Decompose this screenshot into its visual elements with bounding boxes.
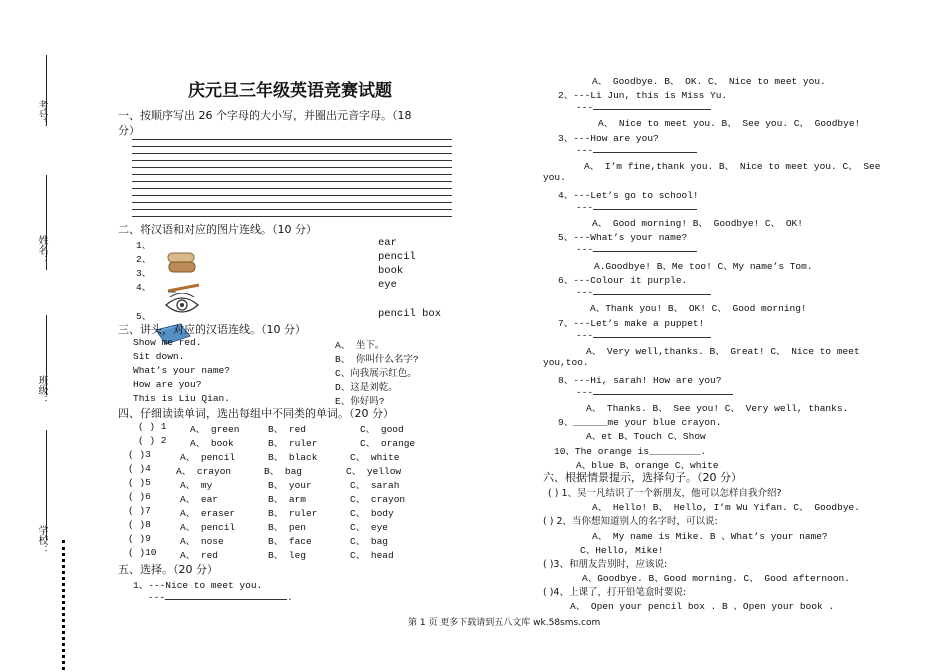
match-num-5: 5、 (136, 311, 152, 322)
s5-q1: 1、---Nice to meet you. (133, 580, 263, 591)
s4-row: ( )4 (128, 463, 151, 474)
s4-opt-a: A、 nose (180, 536, 224, 547)
s6-q3: ( )3、和朋友告别时，应该说: (543, 559, 668, 570)
s4-opt-a: A、 green (190, 424, 240, 435)
s4-opt-b: B、 ruler (268, 438, 318, 449)
s4-opt-b: B、 arm (268, 494, 307, 505)
s3-right-1: A、 坐下。 (335, 340, 385, 351)
margin-label-exam-no: 考号： (36, 100, 47, 130)
s3-left-3: What’s your name? (133, 365, 230, 376)
s5-q4-options: A、 Good morning! B、 Goodbye! C、 OK! (592, 218, 803, 229)
s4-opt-c: C、 bag (350, 536, 389, 547)
s5-q10: 10、The orange is_________. (554, 446, 707, 457)
s5-q10-options: A、blue B、orange C、white (576, 460, 719, 471)
match-word-pencil-box: pencil box (378, 308, 442, 320)
s5-q1-answer: --- . (148, 592, 293, 603)
s5-q1-options: A、 Goodbye. B、 OK. C、 Nice to meet you. (592, 76, 826, 87)
eye-picture-icon (164, 293, 200, 317)
s5-q7-options: A、 Very well,thanks. B、 Great! C、 Nice to meet (586, 346, 860, 357)
s4-opt-a: A、 book (190, 438, 234, 449)
page-title: 庆元旦三年级英语竞赛试题 (188, 81, 392, 101)
s6-q1: ( ) 1、吴一凡结识了一个新朋友，他可以怎样自我介绍? (548, 488, 782, 499)
s4-row: ( ) 1 (138, 421, 167, 432)
section-1-heading-cont: 分） (118, 124, 140, 137)
s4-opt-b: B、 ruler (268, 508, 318, 519)
s4-opt-c: C、 body (350, 508, 394, 519)
s5-q9: 9、______me your blue crayon. (558, 417, 722, 428)
s4-opt-a: A、 pencil (180, 452, 236, 463)
pencil-picture-icon (166, 283, 202, 293)
s4-row: ( )8 (128, 519, 151, 530)
s4-opt-c: C、 eye (350, 522, 389, 533)
s5-q4: 4、---Let’s go to school! (558, 190, 699, 201)
s5-q5-answer: --- (576, 243, 697, 255)
margin-line-4 (46, 430, 47, 540)
section-4-heading: 四、仔细读读单词，选出每组中不同类的单词。（20 分） (118, 407, 394, 420)
s5-q3-options-cont: you. (543, 172, 566, 183)
s4-opt-a: A、 ear (180, 494, 219, 505)
s6-q2-options: A、 My name is Mike. B 、What’s your name? (592, 531, 828, 542)
s6-q1-options: A、 Hello! B、 Hello, I’m Wu Yifan. C、 Goodbye. (592, 502, 860, 513)
binding-dotted-line (62, 540, 68, 670)
s3-right-3: C、向我展示红色。 (335, 368, 417, 379)
s4-opt-c: C、 white (350, 452, 400, 463)
s4-row: ( )6 (128, 491, 151, 502)
s4-opt-b: B、 bag (264, 466, 303, 477)
page-footer: 第 1 页 更多下载请到五八文库 wk.58sms.com (408, 618, 601, 628)
s3-right-4: D、这是刘乾。 (335, 382, 398, 393)
s5-q7-answer: --- (576, 329, 711, 341)
s5-q3-options: A、 I’m fine,thank you. B、 Nice to meet you. C、 See (584, 161, 881, 172)
s4-opt-c: C、 crayon (350, 494, 406, 505)
s4-row: ( )3 (128, 449, 151, 460)
s4-opt-c: C、 good (360, 424, 404, 435)
s4-opt-c: C、 orange (360, 438, 416, 449)
s4-opt-b: B、 your (268, 480, 312, 491)
margin-label-name: 姓名： (36, 235, 47, 265)
s4-opt-c: C、 head (350, 550, 394, 561)
s4-row: ( ) 2 (138, 435, 167, 446)
s4-row: ( )10 (128, 547, 157, 558)
match-num-3: 3、 (136, 268, 152, 279)
s5-q4-answer: --- (576, 201, 697, 213)
s5-q2: 2、---Li Jun, this is Miss Yu. (558, 90, 728, 101)
s4-opt-b: B、 black (268, 452, 318, 463)
s5-q5-options: A.Goodbye! B、Me too! C、My name’s Tom. (594, 261, 813, 272)
s5-q6-answer: --- (576, 286, 711, 298)
s4-opt-b: B、 leg (268, 550, 307, 561)
s4-row: ( )9 (128, 533, 151, 544)
s5-q7: 7、---Let’s make a puppet! (558, 318, 705, 329)
s6-q2: ( ) 2、当你想知道别人的名字时，可以说: (543, 516, 718, 527)
match-num-4: 4、 (136, 282, 152, 293)
s6-q4: ( )4、上课了，打开铅笔盒时要说: (543, 587, 687, 598)
match-num-1: 1、 (136, 240, 152, 251)
match-word-pencil: pencil (378, 251, 416, 263)
match-word-book: book (378, 265, 404, 277)
s5-q8-options: A、 Thanks. B、 See you! C、 Very well, thanks. (586, 403, 849, 414)
s3-left-4: How are you? (133, 379, 202, 390)
s3-left-5: This is Liu Qian. (133, 393, 230, 404)
s4-opt-b: B、 pen (268, 522, 307, 533)
s4-opt-b: B、 face (268, 536, 312, 547)
s3-left-2: Sit down. (133, 351, 185, 362)
eraser-picture-icon (166, 251, 198, 275)
s3-right-5: E、你好吗? (335, 396, 385, 407)
s5-q8: 8、---Hi, sarah! How are you? (558, 375, 722, 386)
s5-q3: 3、---How are you? (558, 133, 659, 144)
s5-q6-options: A、Thank you! B、 OK! C、 Good morning! (590, 303, 807, 314)
section-1-heading: 一、按顺序写出 26 个字母的大小写，并圈出元音字母。（18 (118, 109, 412, 122)
s6-q3-options: A、Goodbye. B、Good morning. C、 Good afternoon. (582, 573, 850, 584)
section-6-heading: 六、根据情景提示，选择句子。（20 分） (543, 471, 742, 484)
s5-q6: 6、---Colour it purple. (558, 275, 688, 286)
s4-row: ( )7 (128, 505, 151, 516)
s4-opt-c: C、 sarah (350, 480, 400, 491)
s4-opt-c: C、 yellow (346, 466, 402, 477)
section-5-heading: 五、选择。（20 分） (118, 563, 218, 576)
match-word-ear: ear (378, 237, 397, 249)
section-2-heading: 二、将汉语和对应的图片连线。（10 分） (118, 223, 317, 236)
s6-q4-options: A、 Open your pencil box . B 、Open your book . (570, 601, 835, 612)
match-num-2: 2、 (136, 254, 152, 265)
s5-q2-answer: --- (576, 101, 711, 113)
section-3-heading: 三、讲头，对应的汉语连线。（10 分） (118, 323, 306, 336)
s5-q2-options: A、 Nice to meet you. B、 See you. C、 Goodbye! (598, 118, 861, 129)
s3-right-2: B、 你叫什么名字? (335, 354, 419, 365)
s5-q7-options-cont: you,too. (543, 357, 589, 368)
s4-opt-a: A、 red (180, 550, 219, 561)
s4-opt-a: A、 my (180, 480, 213, 491)
s4-opt-b: B、 red (268, 424, 307, 435)
s5-q9-options: A、et B、Touch C、Show (586, 431, 706, 442)
s5-q3-answer: --- (576, 144, 697, 156)
s4-row: ( )5 (128, 477, 151, 488)
s6-q2-options-cont: C、Hello, Mike! (580, 545, 664, 556)
s4-opt-a: A、 pencil (180, 522, 236, 533)
s5-q8-answer: --- (576, 386, 733, 398)
s4-opt-a: A、 eraser (180, 508, 236, 519)
match-word-eye: eye (378, 279, 397, 291)
margin-label-class: 班级： (36, 375, 47, 405)
s5-q5: 5、---What’s your name? (558, 232, 688, 243)
s4-opt-a: A、 crayon (176, 466, 232, 477)
margin-label-school: 学校： (36, 525, 47, 555)
s3-left-1: Show me red. (133, 337, 202, 348)
